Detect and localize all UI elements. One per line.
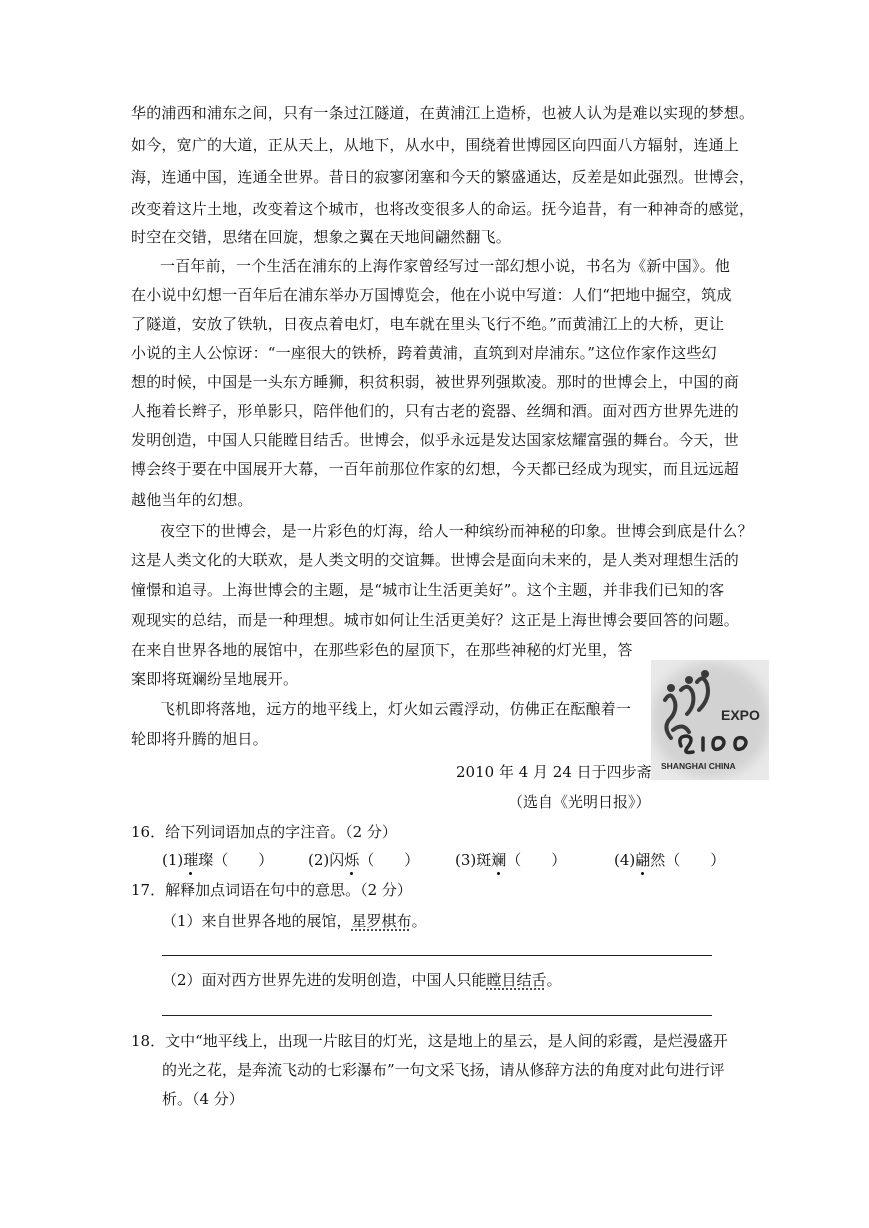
item-prefix: (3)斑 <box>455 851 492 869</box>
article-line: 小说的主人公惊讶：“一座很大的铁桥，跨着黄浦，直筑到对岸浦东。”这位作家作这些幻 <box>131 344 717 362</box>
article-line: 华的浦西和浦东之间，只有一条过江隧道，在黄浦江上造桥，也被人认为是难以实现的梦想。 <box>131 104 755 122</box>
sentence-text: （1）来自世界各地的展馆， <box>162 912 352 930</box>
item-prefix: (2)闪 <box>308 851 345 869</box>
article-line: 想的时候，中国是一头东方睡狮，积贫积弱，被世界列强欺凌。那时的世博会上，中国的商 <box>131 373 740 391</box>
item-rest: （ ） <box>506 851 567 869</box>
article-line: 海，连通中国，连通全世界。昔日的寂寥闭塞和今天的繁盛通达，反差是如此强烈。世博会， <box>131 168 755 186</box>
article-line: 这是人类文化的大联欢，是人类文明的交谊舞。世博会是面向未来的，是人类对理想生活的 <box>131 551 740 569</box>
dotted-phrase: 瞠目结舌 <box>486 971 547 989</box>
logo-city-text: SHANGHAI CHINA <box>661 761 736 771</box>
item-prefix: (1) <box>162 851 184 869</box>
expo-logo-image <box>651 660 769 780</box>
answer-line-17-1[interactable] <box>162 955 712 956</box>
question-16-item-2 <box>308 850 419 870</box>
article-line: 在小说中幻想一百年后在浦东举办万国博览会，他在小说中写道：人们“把地中掘空，筑成 <box>131 286 732 304</box>
article-line: 憧憬和追寻。上海世博会的主题，是“城市让生活更美好”。这个主题，并非我们已知的客 <box>131 581 725 599</box>
article-line: 一百年前，一个生活在浦东的上海作家曾经写过一部幻想小说，书名为《新中国》。他 <box>160 257 731 275</box>
article-line: 博会终于要在中国展开大幕，一百年前那位作家的幻想，今天都已经成为现实，而且远远超 <box>131 460 740 478</box>
sentence-text: （2）面对西方世界先进的发明创造，中国人只能 <box>162 971 487 989</box>
answer-line-17-2[interactable] <box>162 1015 712 1016</box>
question-16-item-1 <box>162 850 273 870</box>
article-line: 观现实的总结，而是一种理想。城市如何让生活更美好？这正是上海世博会要回答的问题。 <box>131 611 740 629</box>
question-18-line: 18．文中“地平线上，出现一片眩目的灯光，这是地上的星云，是人间的彩霞，是烂漫盛开 <box>131 1032 728 1050</box>
article-line: 改变着这片土地，改变着这个城市，也将改变很多人的命运。抚今追昔，有一种神奇的感觉， <box>131 200 755 218</box>
item-rest: 璨（ ） <box>198 851 274 869</box>
question-17-stem: 17．解释加点词语在句中的意思。（2 分） <box>131 881 412 899</box>
article-line: 飞机即将落地，远方的地平线上，灯火如云霞浮动，仿佛正在酝酿着一 <box>160 700 632 718</box>
dotted-char: 璀 <box>183 851 199 869</box>
source-line: （选自《光明日报》） <box>508 793 651 811</box>
question-16-item-4 <box>614 850 725 870</box>
question-16-item-3 <box>455 850 566 870</box>
dotted-char: 翩 <box>635 851 651 869</box>
question-18-line: 析。（4 分） <box>162 1090 244 1108</box>
dotted-char: 烁 <box>344 851 360 869</box>
article-line: 案即将斑斓纷呈地展开。 <box>131 670 299 688</box>
item-rest: 然（ ） <box>650 851 726 869</box>
question-18-line: 的光之花，是奔流飞动的七彩瀑布”一句文采飞扬，请从修辞方法的角度对此句进行评 <box>162 1061 725 1079</box>
dotted-phrase: 星罗棋布 <box>351 912 412 930</box>
article-line: 在来自世界各地的展馆中，在那些彩色的屋顶下，在那些神秘的灯光里，答 <box>131 641 633 659</box>
date-line: 2010 年 4 月 24 日于四步斋 <box>456 763 652 781</box>
article-line: 如今，宽广的大道，正从天上，从地下，从水中，围绕着世博园区向四面八方辐射，连通上 <box>131 136 740 154</box>
question-17-sentence-2 <box>162 970 562 990</box>
dotted-char: 斓 <box>491 851 507 869</box>
item-rest: （ ） <box>359 851 420 869</box>
article-line: 发明创造，中国人只能瞠目结舌。世博会，似乎永远是发达国家炫耀富强的舞台。今天，世 <box>131 431 740 449</box>
article-line: 了隧道，安放了铁轨，日夜点着电灯，电车就在里头飞行不绝。”而黄浦江上的大桥，更让 <box>131 315 725 333</box>
question-17-sentence-1 <box>162 911 427 931</box>
article-line: 越他当年的幻想。 <box>131 491 253 509</box>
article-line: 夜空下的世博会，是一片彩色的灯海，给人一种缤纷而神秘的印象。世博会到底是什么？ <box>160 522 753 540</box>
article-line: 时空在交错，思绪在回旋，想象之翼在天地间翩然翻飞。 <box>131 228 512 246</box>
sentence-end: 。 <box>546 971 562 989</box>
item-prefix: (4) <box>614 851 636 869</box>
article-line: 人拖着长辫子，形单影只，陪伴他们的，只有古老的瓷器、丝绸和酒。面对西方世界先进的 <box>131 402 740 420</box>
sentence-end: 。 <box>411 912 427 930</box>
question-16-stem: 16．给下列词语加点的字注音。（2 分） <box>131 823 397 841</box>
article-line: 轮即将升腾的旭日。 <box>131 730 268 748</box>
logo-expo-text: EXPO <box>721 707 760 723</box>
